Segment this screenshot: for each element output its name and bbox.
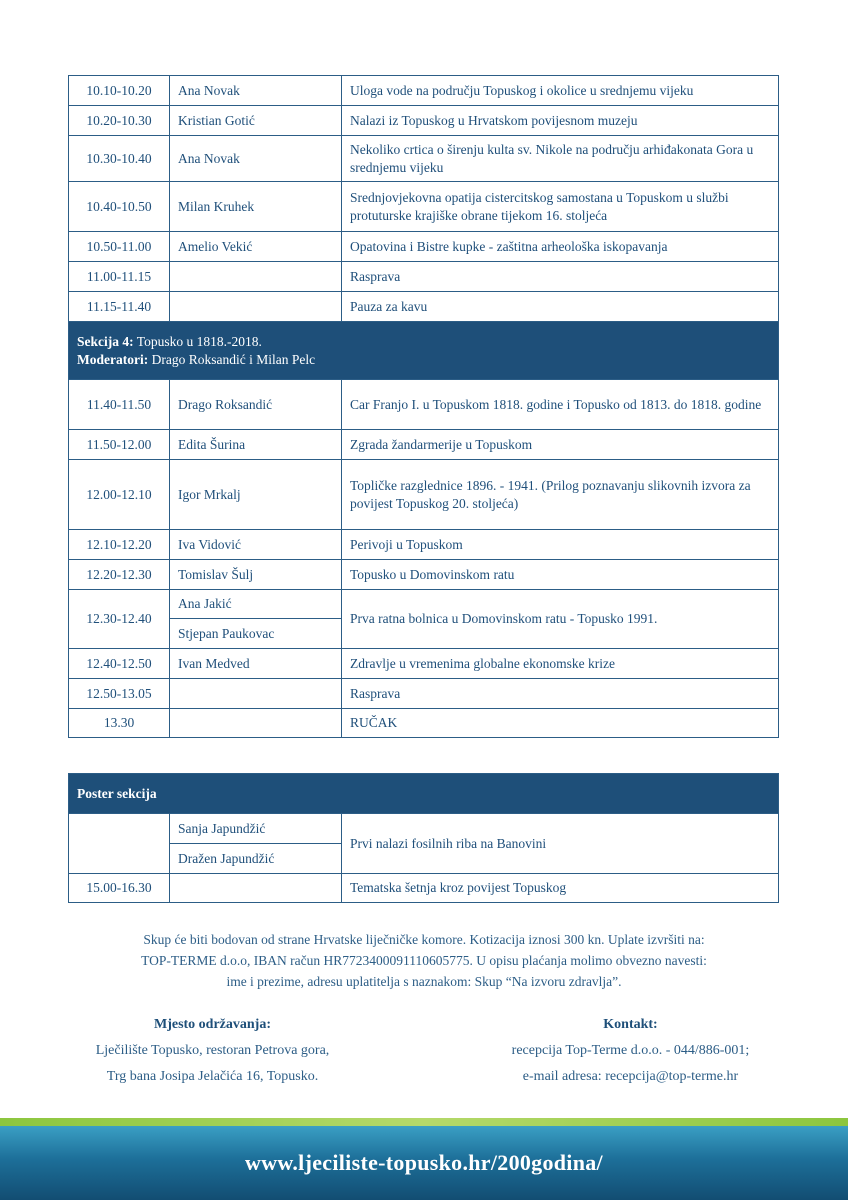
poster-table — [68, 773, 779, 903]
session-speaker: Tomislav Šulj — [170, 560, 342, 590]
session-title: Perivoji u Topuskom — [342, 530, 779, 560]
session-speaker: Edita Šurina — [170, 430, 342, 460]
session-speaker: Ana Jakić — [170, 590, 342, 619]
session-title: Uloga vode na području Topuskog i okolice u srednjemu vijeku — [342, 76, 779, 106]
venue-line: Lječilište Topusko, restoran Petrova gora, — [95, 1043, 330, 1058]
poster-section-heading: Poster sekcija — [77, 785, 157, 801]
section-name: Topusko u 1818.-2018. — [136, 333, 262, 349]
venue-block — [40, 1012, 385, 1090]
venue-heading: Mjesto održavanja: — [153, 1017, 272, 1032]
section-header-row — [69, 322, 779, 380]
session-title: Zgrada žandarmerije u Topuskom — [342, 430, 779, 460]
session-time: 10.10-10.20 — [69, 76, 170, 106]
session-speaker: Dražen Japundžić — [170, 844, 342, 874]
session-time: 12.00-12.10 — [69, 460, 170, 530]
session-time: 10.20-10.30 — [69, 106, 170, 136]
schedule-row — [69, 590, 779, 619]
session-title: Car Franjo I. u Topuskom 1818. godine i Topusko od 1813. do 1818. godine — [342, 380, 779, 430]
session-title: Nekoliko crtica o širenju kulta sv. Nikole na području arhiđakonata Gora u srednjemu vijeku — [342, 136, 779, 182]
session-time: 11.15-11.40 — [69, 292, 170, 322]
session-title: Tematska šetnja kroz povijest Topuskog — [342, 874, 779, 903]
session-speaker: Ana Novak — [170, 76, 342, 106]
session-time: 15.00-16.30 — [69, 874, 170, 903]
session-speaker: Igor Mrkalj — [170, 460, 342, 530]
session-title: Topusko u Domovinskom ratu — [342, 560, 779, 590]
poster-row — [69, 874, 779, 903]
session-speaker: Iva Vidović — [170, 530, 342, 560]
venue-line: Trg bana Josipa Jelačića 16, Topusko. — [106, 1069, 319, 1084]
section-label: Sekcija 4: — [77, 333, 134, 349]
session-time: 12.40-12.50 — [69, 649, 170, 679]
schedule-row — [69, 380, 779, 430]
schedule-row — [69, 136, 779, 182]
session-speaker: Stjepan Paukovac — [170, 619, 342, 649]
contact-block — [458, 1012, 803, 1090]
session-title: Topličke razglednice 1896. - 1941. (Prilog poznavanju slikovnih izvora za povijest Topuskog 20. stoljeća) — [342, 460, 779, 530]
registration-info — [0, 929, 848, 992]
schedule-row — [69, 530, 779, 560]
session-time: 13.30 — [69, 709, 170, 738]
contact-phone: recepcija Top-Terme d.o.o. - 044/886-001; — [511, 1043, 750, 1058]
session-time: 12.30-12.40 — [69, 590, 170, 649]
session-title: Zdravlje u vremenima globalne ekonomske krize — [342, 649, 779, 679]
schedule-row — [69, 106, 779, 136]
session-title: Pauza za kavu — [342, 292, 779, 322]
moderators-label: Moderatori: — [77, 351, 149, 367]
session-time: 11.40-11.50 — [69, 380, 170, 430]
info-line: TOP-TERME d.o.o, IBAN račun HR7723400091110605775. U opisu plaćanja molimo obvezno navesti: — [141, 953, 707, 968]
session-title: Rasprava — [342, 262, 779, 292]
schedule-row — [69, 430, 779, 460]
session-speaker — [170, 262, 342, 292]
section-header-row — [69, 774, 779, 814]
schedule-row — [69, 560, 779, 590]
session-speaker: Ivan Medved — [170, 649, 342, 679]
session-speaker: Ana Novak — [170, 136, 342, 182]
info-line: Skup će biti bodovan od strane Hrvatske liječničke komore. Kotizacija iznosi 300 kn. Uplate izvršiti na: — [143, 932, 705, 947]
contact-email[interactable]: e-mail adresa: recepcija@top-terme.hr — [522, 1069, 739, 1084]
session-time: 10.50-11.00 — [69, 232, 170, 262]
footer-url-link[interactable]: www.ljeciliste-topusko.hr/200godina/ — [245, 1150, 603, 1175]
session-title: Prva ratna bolnica u Domovinskom ratu - Topusko 1991. — [342, 590, 779, 649]
session-time: 11.50-12.00 — [69, 430, 170, 460]
session-speaker: Amelio Vekić — [170, 232, 342, 262]
session-speaker: Drago Roksandić — [170, 380, 342, 430]
session-time — [69, 814, 170, 874]
session-speaker — [170, 679, 342, 709]
session-speaker — [170, 709, 342, 738]
session-title: Nalazi iz Topuskog u Hrvatskom povijesnom muzeju — [342, 106, 779, 136]
session-speaker: Kristian Gotić — [170, 106, 342, 136]
footer-accent-bar — [0, 1118, 848, 1126]
session-time: 11.00-11.15 — [69, 262, 170, 292]
poster-row — [69, 814, 779, 844]
schedule-row — [69, 182, 779, 232]
session-time: 12.50-13.05 — [69, 679, 170, 709]
session-time: 10.30-10.40 — [69, 136, 170, 182]
session-title: Opatovina i Bistre kupke - zaštitna arheološka iskopavanja — [342, 232, 779, 262]
moderators-names: Drago Roksandić i Milan Pelc — [151, 351, 316, 367]
contact-heading: Kontakt: — [603, 1017, 658, 1032]
schedule-row — [69, 649, 779, 679]
schedule-row — [69, 76, 779, 106]
session-title: Prvi nalazi fosilnih riba na Banovini — [342, 814, 779, 874]
footer-banner — [0, 1126, 848, 1200]
schedule-row — [69, 292, 779, 322]
session-title: Rasprava — [342, 679, 779, 709]
session-time: 12.10-12.20 — [69, 530, 170, 560]
info-line: ime i prezime, adresu uplatitelja s naznakom: Skup “Na izvoru zdravlja”. — [226, 974, 622, 989]
session-title: Srednjovjekovna opatija cistercitskog samostana u Topuskom u službi protuturske krajiške obrane tijekom 16. stoljeća — [342, 182, 779, 232]
schedule-table — [68, 75, 779, 738]
session-time: 12.20-12.30 — [69, 560, 170, 590]
session-speaker: Sanja Japundžić — [170, 814, 342, 844]
session-speaker — [170, 874, 342, 903]
session-speaker — [170, 292, 342, 322]
schedule-row — [69, 262, 779, 292]
schedule-row — [69, 709, 779, 738]
section-header — [69, 322, 779, 380]
schedule-row — [69, 679, 779, 709]
schedule-row — [69, 460, 779, 530]
session-title: RUČAK — [342, 709, 779, 738]
session-speaker: Milan Kruhek — [170, 182, 342, 232]
session-time: 10.40-10.50 — [69, 182, 170, 232]
schedule-row — [69, 232, 779, 262]
